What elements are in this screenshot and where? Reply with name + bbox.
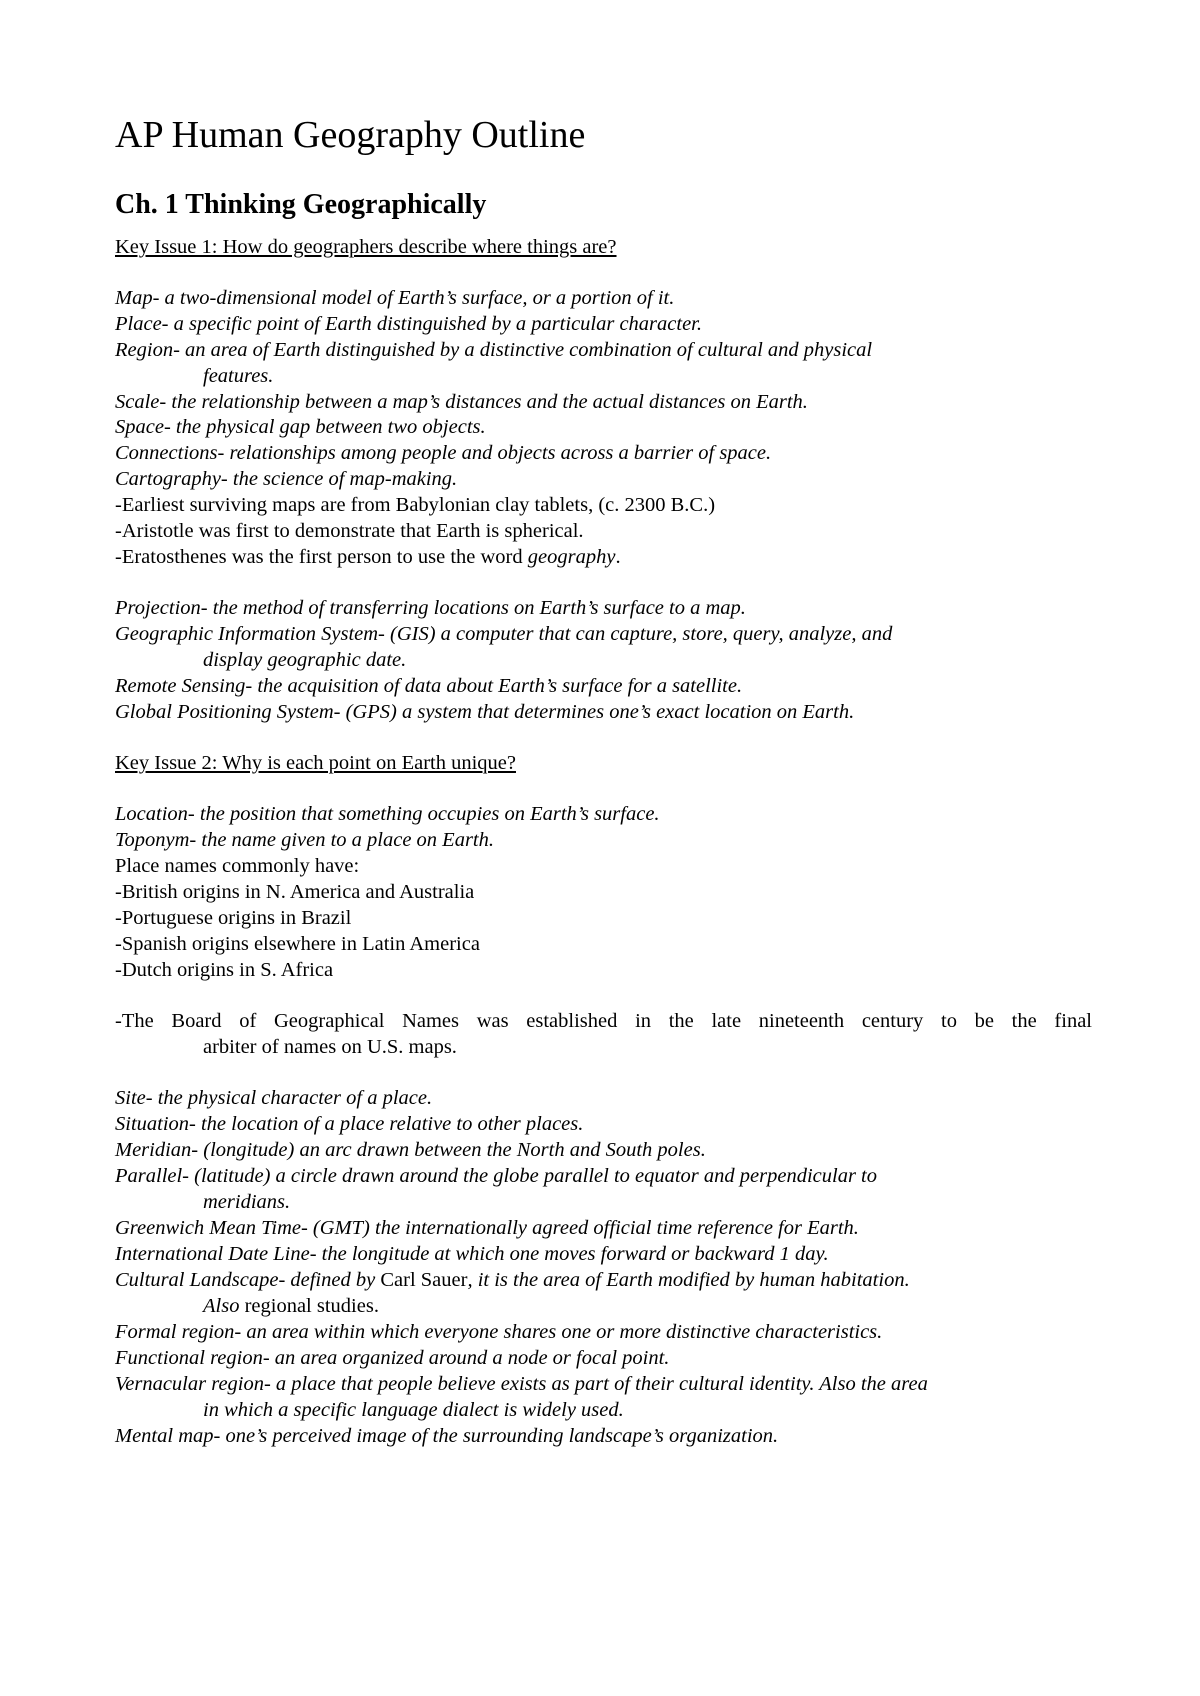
definition-meridian: Meridian- (longitude) an arc drawn between the North and South poles.	[115, 1139, 706, 1161]
definition-situation: Situation- the location of a place relative to other places.	[115, 1113, 584, 1135]
cultural-landscape-name: Carl Sauer	[380, 1269, 468, 1291]
definition-date-line: International Date Line- the longitude at which one moves forward or backward 1 day.	[115, 1243, 829, 1265]
definition-gps: Global Positioning System- (GPS) a system that determines one’s exact location on Earth.	[115, 701, 855, 723]
definition-scale: Scale- the relationship between a map’s distances and the actual distances on Earth.	[115, 391, 808, 413]
fact-eratosthenes	[115, 543, 621, 571]
chapter-heading: Ch. 1 Thinking Geographically	[115, 189, 487, 220]
definition-projection: Projection- the method of transferring locations on Earth’s surface to a map.	[115, 597, 746, 619]
definition-location: Location- the position that something occupies on Earth’s surface.	[115, 803, 660, 825]
place-names-british: -British origins in N. America and Australia	[115, 881, 475, 903]
definition-toponym: Toponym- the name given to a place on Earth.	[115, 829, 494, 851]
definition-space: Space- the physical gap between two objects.	[115, 416, 486, 438]
definition-gis-continued: display geographic date.	[203, 649, 407, 671]
definition-vernacular-region-continued: in which a specific language dialect is widely used.	[203, 1399, 624, 1421]
place-names-spanish: -Spanish origins elsewhere in Latin America	[115, 933, 480, 955]
cultural-landscape-term: Cultural Landscape- defined by	[115, 1269, 381, 1291]
place-names-intro: Place names commonly have:	[115, 855, 360, 877]
definition-place: Place- a specific point of Earth distinguished by a particular character.	[115, 313, 703, 335]
key-issue-1-heading: Key Issue 1: How do geographers describe where things are?	[115, 236, 617, 258]
fact-eratosthenes-word: geography	[527, 546, 616, 568]
definition-formal-region: Formal region- an area within which everyone shares one or more distinctive characteristics.	[115, 1321, 883, 1343]
definition-cartography: Cartography- the science of map-making.	[115, 468, 458, 490]
definition-map: Map- a two-dimensional model of Earth’s surface, or a portion of it.	[115, 287, 675, 309]
definition-functional-region: Functional region- an area organized around a node or focal point.	[115, 1347, 670, 1369]
fact-aristotle: -Aristotle was first to demonstrate that Earth is spherical.	[115, 520, 584, 542]
fact-eratosthenes-suffix: .	[615, 546, 621, 568]
cultural-landscape-also: Also	[203, 1295, 240, 1317]
definition-remote-sensing: Remote Sensing- the acquisition of data about Earth’s surface for a satellite.	[115, 675, 743, 697]
cultural-landscape-regional-studies: regional studies.	[239, 1295, 379, 1317]
definition-parallel-continued: meridians.	[203, 1191, 291, 1213]
definition-vernacular-region: Vernacular region- a place that people believe exists as part of their cultural identity. Also the area	[115, 1373, 928, 1395]
definition-cultural-landscape	[115, 1266, 910, 1294]
definition-gis: Geographic Information System- (GIS) a computer that can capture, store, query, analyze, and	[115, 623, 893, 645]
board-of-geographical-names: -The Board of Geographical Names was established in the late nineteenth century to be the final	[115, 1010, 1092, 1032]
place-names-dutch: -Dutch origins in S. Africa	[115, 959, 334, 981]
definition-parallel: Parallel- (latitude) a circle drawn around the globe parallel to equator and perpendicular to	[115, 1165, 878, 1187]
fact-eratosthenes-prefix: -Eratosthenes was the first person to use the word	[115, 546, 528, 568]
key-issue-2-heading: Key Issue 2: Why is each point on Earth unique?	[115, 752, 516, 774]
fact-earliest-maps: -Earliest surviving maps are from Babylonian clay tablets, (c. 2300 B.C.)	[115, 494, 716, 516]
place-names-portuguese: -Portuguese origins in Brazil	[115, 907, 352, 929]
definition-region-continued: features.	[203, 365, 274, 387]
definition-mental-map: Mental map- one’s perceived image of the surrounding landscape’s organization.	[115, 1425, 779, 1447]
definition-region: Region- an area of Earth distinguished by a distinctive combination of cultural and physical	[115, 339, 873, 361]
definition-connections: Connections- relationships among people and objects across a barrier of space.	[115, 442, 772, 464]
document-title: AP Human Geography Outline	[115, 114, 586, 156]
board-of-geographical-names-continued: arbiter of names on U.S. maps.	[203, 1036, 457, 1058]
definition-cultural-landscape-continued	[203, 1292, 379, 1320]
cultural-landscape-definition: , it is the area of Earth modified by human habitation.	[467, 1269, 910, 1291]
definition-site: Site- the physical character of a place.	[115, 1087, 433, 1109]
definition-gmt: Greenwich Mean Time- (GMT) the internationally agreed official time reference for Earth.	[115, 1217, 859, 1239]
